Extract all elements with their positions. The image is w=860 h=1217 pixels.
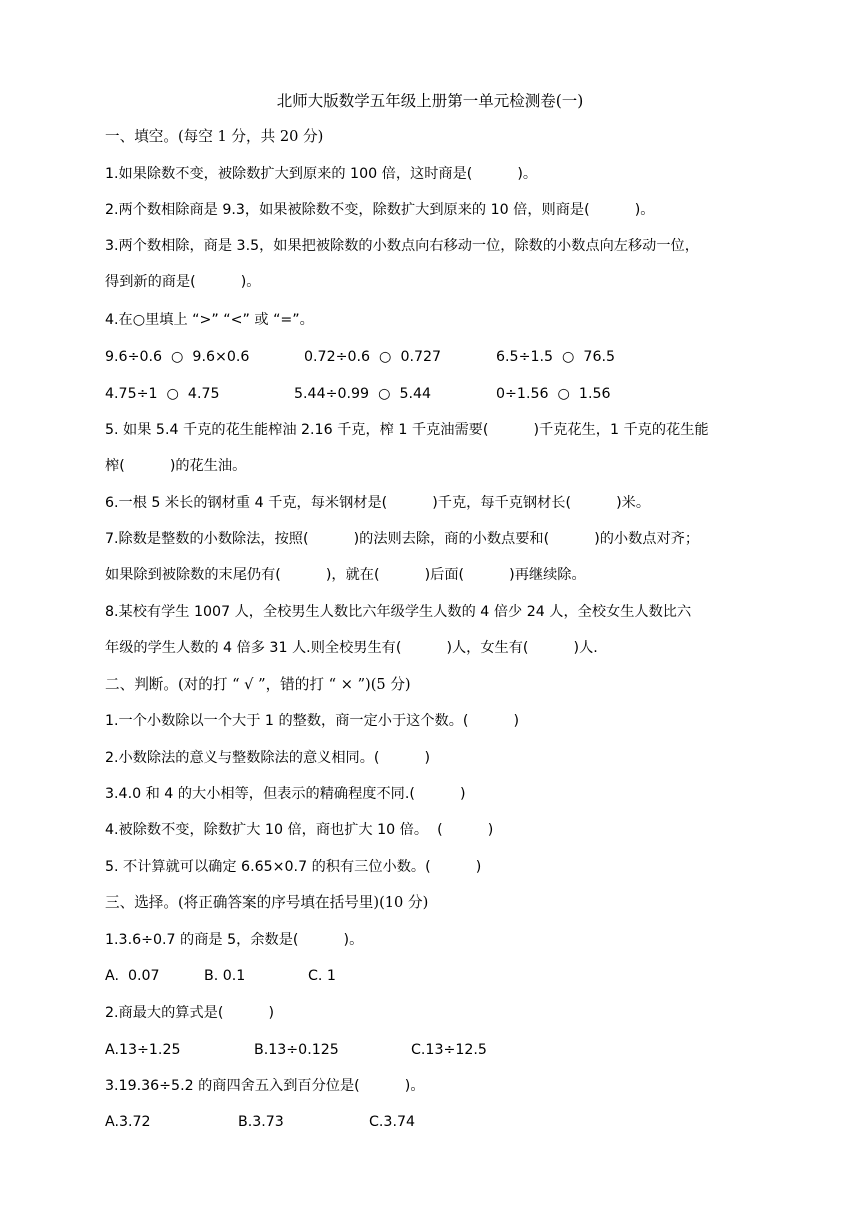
compare-item: 5.44÷0.99 ○ 5.44 <box>294 386 432 402</box>
question-1-8-line2: 年级的学生人数的 4 倍多 31 人.则全校男生有( )人，女生有( )人. <box>105 640 598 656</box>
choice-option: A.3.72 <box>105 1114 151 1130</box>
question-2-4: 4.被除数不变，除数扩大 10 倍，商也扩大 10 倍。 ( ) <box>105 822 494 838</box>
compare-item: 0.72÷0.6 ○ 0.727 <box>304 349 442 365</box>
question-1-8-line1: 8.某校有学生 1007 人，全校男生人数比六年级学生人数的 4 倍少 24 人，全校女生人数比六 <box>105 604 692 620</box>
question-3-1: 1.3.6÷0.7 的商是 5，余数是( )。 <box>105 932 364 948</box>
page-title: 北师大版数学五年级上册第一单元检测卷(一) <box>276 92 584 110</box>
compare-item: 9.6÷0.6 ○ 9.6×0.6 <box>105 349 250 365</box>
question-2-3: 3.4.0 和 4 的大小相等，但表示的精确程度不同.( ) <box>105 786 466 802</box>
question-2-2: 2.小数除法的意义与整数除法的意义相同。( ) <box>105 750 431 766</box>
question-1-3-line1: 3.两个数相除，商是 3.5，如果把被除数的小数点向右移动一位，除数的小数点向左移动一位， <box>105 238 699 254</box>
compare-item: 0÷1.56 ○ 1.56 <box>496 386 611 402</box>
question-3-2: 2.商最大的算式是( ) <box>105 1005 275 1021</box>
question-3-3: 3.19.36÷5.2 的商四舍五入到百分位是( )。 <box>105 1078 425 1094</box>
choice-option: A.13÷1.25 <box>105 1042 181 1058</box>
section-heading-true-false: 二、判断。(对的打 “ √ ”，错的打 “ × ”)(5 分) <box>105 676 411 693</box>
question-1-6: 6.一根 5 米长的钢材重 4 千克，每米钢材是( )千克，每千克钢材长( )米。 <box>105 495 651 511</box>
choice-option: B.3.73 <box>238 1114 284 1130</box>
question-1-5-line1: 5. 如果 5.4 千克的花生能榨油 2.16 千克，榨 1 千克油需要( )千克花生，1 千克的花生能 <box>105 422 709 438</box>
question-2-5: 5. 不计算就可以确定 6.65×0.7 的积有三位小数。( ) <box>105 859 482 875</box>
choice-option: B.13÷0.125 <box>254 1042 339 1058</box>
choice-option: B. 0.1 <box>204 968 246 984</box>
choice-option: A. 0.07 <box>105 968 160 984</box>
choice-option: C. 1 <box>308 968 336 984</box>
compare-item: 6.5÷1.5 ○ 76.5 <box>496 349 616 365</box>
question-1-3-line2: 得到新的商是( )。 <box>105 274 261 290</box>
question-1-5-line2: 榨( )的花生油。 <box>105 458 247 474</box>
question-1-4: 4.在○里填上 “>” “<” 或 “=”。 <box>105 312 314 328</box>
question-2-1: 1.一个小数除以一个大于 1 的整数，商一定小于这个数。( ) <box>105 713 520 729</box>
question-1-7-line2: 如果除到被除数的末尾仍有( )，就在( )后面( )再继续除。 <box>105 567 586 583</box>
question-1-7-line1: 7.除数是整数的小数除法，按照( )的法则去除，商的小数点要和( )的小数点对齐； <box>105 531 700 547</box>
choice-option: C.3.74 <box>369 1114 416 1130</box>
choice-option: C.13÷12.5 <box>411 1042 487 1058</box>
compare-item: 4.75÷1 ○ 4.75 <box>105 386 220 402</box>
section-heading-multiple-choice: 三、选择。(将正确答案的序号填在括号里)(10 分) <box>105 894 429 911</box>
question-1-1: 1.如果除数不变，被除数扩大到原来的 100 倍，这时商是( )。 <box>105 166 538 182</box>
section-heading-fill-in: 一、填空。(每空 1 分，共 20 分) <box>105 128 324 145</box>
question-1-2: 2.两个数相除商是 9.3，如果被除数不变，除数扩大到原来的 10 倍，则商是( )。 <box>105 202 655 218</box>
